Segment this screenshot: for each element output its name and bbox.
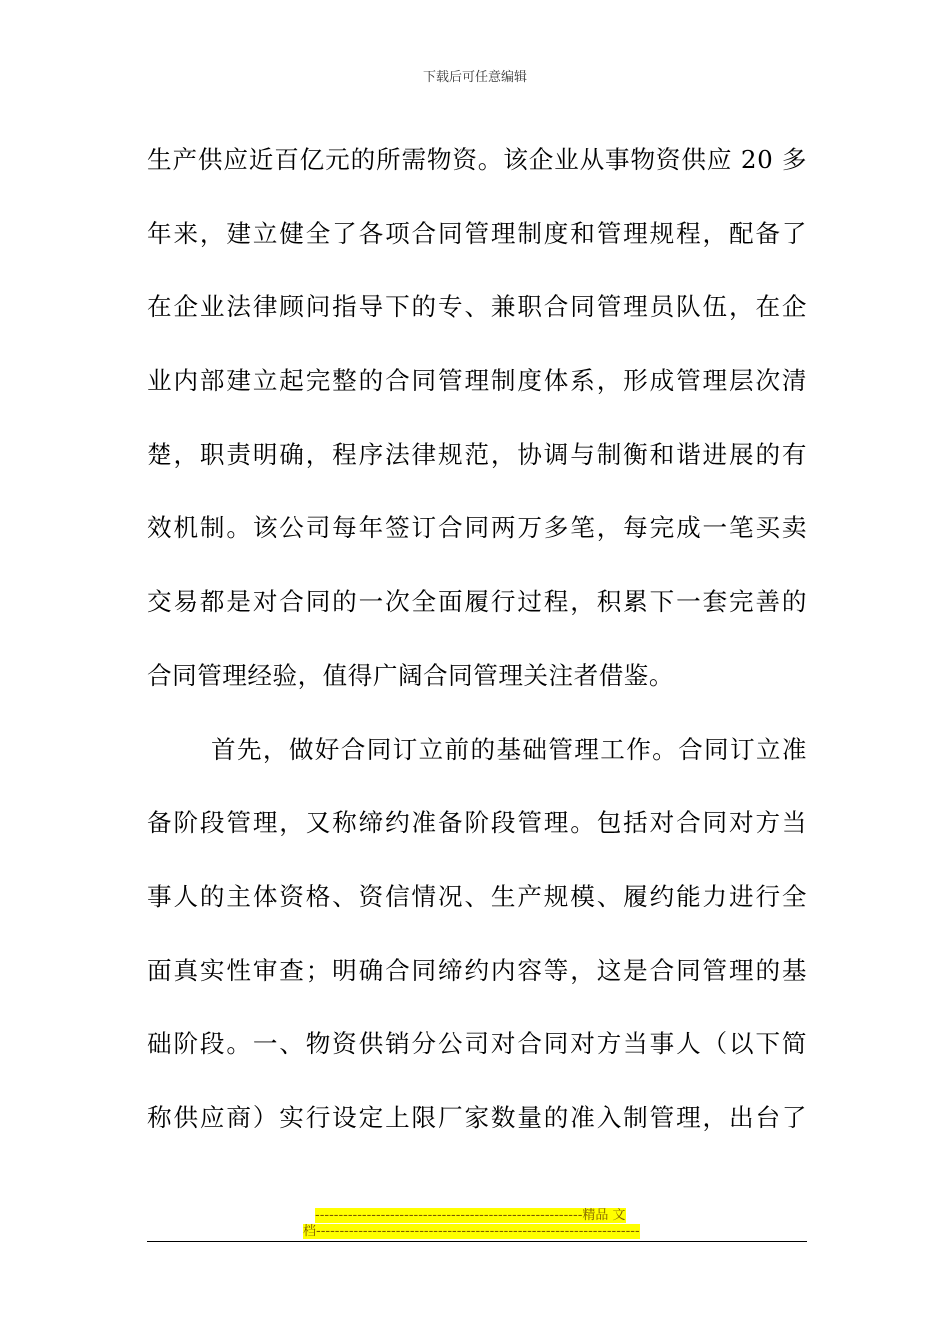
footer-line-2: 档---------------------------------------------------------------------	[303, 1224, 640, 1239]
text-line: 生产供应近百亿元的所需物资。该企业从事物资供应 20 多	[147, 145, 807, 174]
text-line: 称供应商）实行设定上限厂家数量的准入制管理，出台了	[147, 1102, 807, 1132]
text-line: 备阶段管理，又称缔约准备阶段管理。包括对合同对方当	[147, 808, 807, 838]
footer-watermark	[303, 1208, 649, 1240]
text-line: 面真实性审查；明确合同缔约内容等，这是合同管理的基	[147, 955, 807, 985]
text-line: 交易都是对合同的一次全面履行过程，积累下一套完善的	[147, 587, 807, 617]
footer-divider	[147, 1241, 807, 1242]
text-line: 在企业法律顾问指导下的专、兼职合同管理员队伍，在企	[147, 292, 807, 322]
text-line: 楚，职责明确，程序法律规范，协调与制衡和谐进展的有	[147, 439, 807, 469]
footer-line-1: ---------------------------------------------------------精品 文	[315, 1208, 626, 1223]
text-line: 业内部建立起完整的合同管理制度体系，形成管理层次清	[147, 366, 807, 396]
paragraph-end-line: 合同管理经验，值得广阔合同管理关注者借鉴。	[147, 660, 674, 690]
text-line: 效机制。该公司每年签订合同两万多笔，每完成一笔买卖	[147, 513, 807, 543]
document-body	[147, 136, 807, 1168]
text-line: 年来，建立健全了各项合同管理制度和管理规程，配备了	[147, 218, 807, 248]
text-line: 事人的主体资格、资信情况、生产规模、履约能力进行全	[147, 881, 807, 911]
paragraph-start-line: 首先，做好合同订立前的基础管理工作。合同订立准	[211, 734, 807, 764]
text-line: 础阶段。一、物资供销分公司对合同对方当事人（以下简	[147, 1029, 807, 1059]
page-header: 下载后可任意编辑	[422, 70, 527, 85]
